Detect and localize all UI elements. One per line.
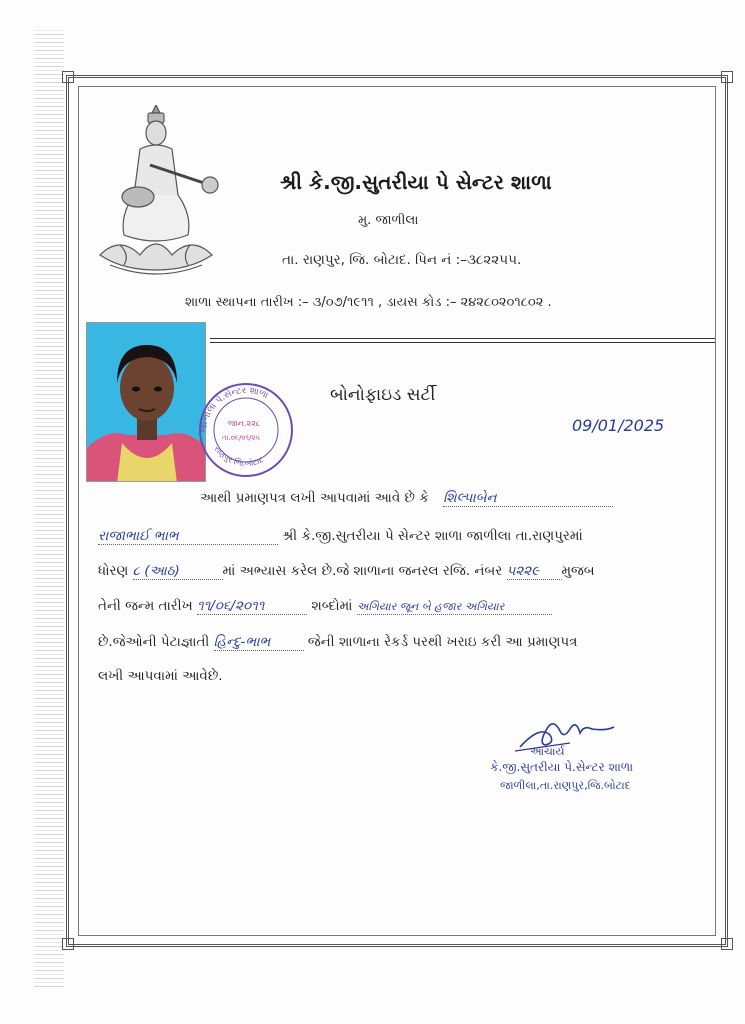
school-address: તા. રાણપુર, જિ. બોટાદ. પિન નં :–૩૮૨૨૫૫.	[282, 252, 522, 268]
body-line-1	[200, 490, 613, 507]
dob-field	[197, 598, 307, 615]
caste-field	[214, 634, 304, 651]
signature-school-name: કે.જી.સુતરીયા પે.સેન્ટર શાળા	[490, 760, 634, 774]
divider	[210, 342, 715, 343]
father-name-field	[98, 528, 278, 545]
standard: ૮ (આઠ)	[132, 563, 180, 579]
border-corner	[721, 71, 733, 83]
goddess-saraswati-logo	[90, 105, 230, 280]
standard-field	[133, 563, 223, 580]
body-line-6: લખી આપવામાં આવેછે.	[98, 668, 223, 684]
body-text: મુજબ	[561, 563, 595, 579]
sub-caste: હિન્દુ-ભાભ	[213, 634, 271, 650]
body-text: માં અભ્યાસ કરેલ છે.જે શાળાના જનરલ રજિ. નંબર	[222, 563, 503, 579]
stamp-arc-bottom: રાણપુર જિ.બોટાદ	[212, 444, 265, 469]
village-name: મુ. જાળીલા	[358, 213, 419, 228]
dob-words-field	[357, 600, 552, 615]
certificate-date: 09/01/2025	[572, 416, 665, 435]
body-line-5	[98, 634, 577, 651]
principal-signature	[510, 705, 620, 755]
date-of-birth: ૧૧/૦૬/૨૦૧૧	[197, 598, 265, 614]
border-corner	[62, 71, 74, 83]
body-line-2	[98, 528, 583, 545]
body-text: ધોરણ	[98, 563, 129, 579]
dob-in-words: અગિયાર જૂન બે હજાર અગિયાર	[356, 600, 505, 613]
stamp-inward-no: જાન.૨૨૮	[228, 419, 261, 428]
school-stamp	[188, 378, 303, 478]
body-text: શબ્દોમાં	[311, 598, 353, 614]
border-corner	[721, 938, 733, 950]
stamp-date: તા.૦૯/૦૧/૨૫	[222, 434, 261, 442]
body-line-3	[98, 563, 595, 580]
body-line-4	[98, 598, 552, 615]
signature-address: જાળીલા,તા.રાણપુર,જિ.બોટાદ	[500, 779, 631, 792]
stamp-arc-text: જાળીલા પે.સેન્ટર શાળા	[198, 385, 270, 434]
body-text: આથી પ્રમાણપત્ર લખી આપવામાં આવે છે કે	[200, 490, 429, 506]
body-text: શ્રી કે.જી.સુતરીયા પે સેન્ટર શાળા જાળીલા તા.રાણપુરમાં	[282, 528, 583, 544]
body-text: તેની જન્મ તારીખ	[98, 598, 193, 614]
body-text: છે.જેઓની પેટાજ્ઞાતી	[98, 634, 210, 650]
svg-text:રાણપુર જિ.બોટાદ	[212, 444, 265, 468]
student-name: શિલ્પાબેન	[443, 490, 497, 506]
establishment-info: શાળા સ્થાપના તારીખ :– ૩/૦૭/૧૯૧૧ , ડાયસ કોડ :– ૨૪૨૮૦૨૦૧૮૦૨ .	[185, 295, 552, 310]
father-surname: રાજાભાઈ ભાભ	[98, 528, 179, 544]
certificate-heading: બોનોફાઇડ સર્ટી	[330, 385, 436, 405]
principal-title: આચાર્ય	[530, 745, 565, 758]
body-text: જેની શાળાના રેકર્ડ પરથી ખરાઇ કરી આ પ્રમાણપત્ર	[307, 634, 578, 650]
school-name: શ્રી કે.જી.સુતરીયા પે સેન્ટર શાળા	[280, 170, 552, 194]
reg-no-field	[507, 563, 562, 580]
border-corner	[62, 938, 74, 950]
register-number: ૫૨૨૯	[506, 563, 540, 579]
scan-edge-artifact	[34, 30, 64, 990]
divider	[210, 338, 715, 339]
student-name-field	[443, 490, 613, 507]
